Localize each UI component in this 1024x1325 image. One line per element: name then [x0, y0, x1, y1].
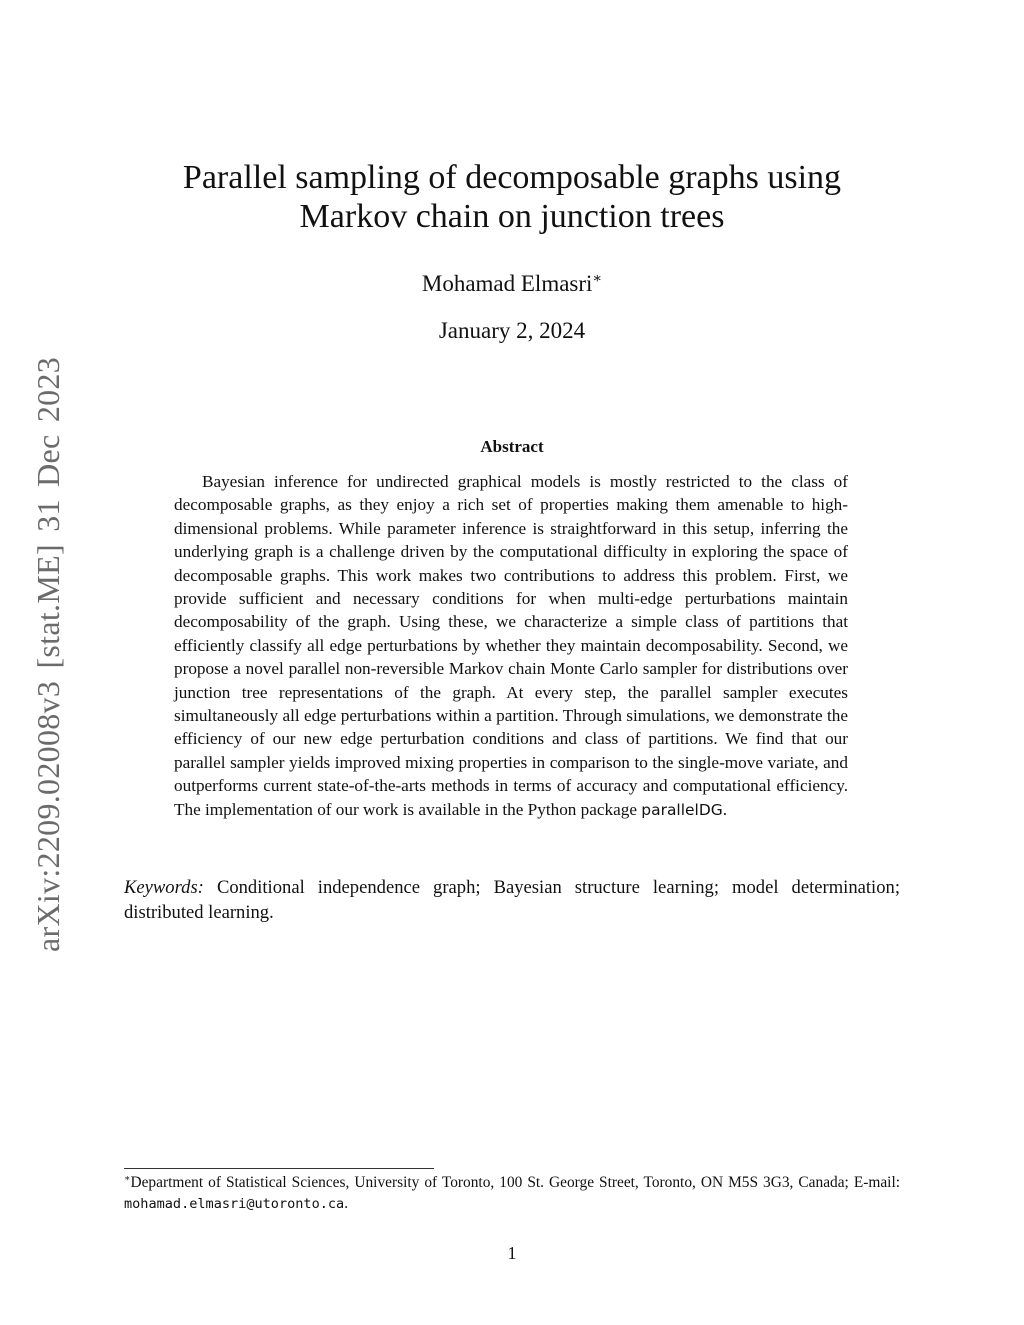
keywords-label: Keywords:: [124, 877, 204, 898]
author-name: Mohamad Elmasri: [421, 271, 593, 296]
arxiv-identifier-stamp: arXiv:2209.02008v3 [stat.ME] 31 Dec 2023: [30, 356, 66, 952]
package-name: parallelDG: [641, 800, 723, 819]
footnote-mark: ∗: [124, 1172, 131, 1184]
title-line-2: Markov chain on junction trees: [299, 198, 725, 235]
paper-title: [124, 158, 900, 236]
abstract-end-punctuation: .: [722, 799, 728, 819]
author-block: [124, 269, 900, 299]
author-footnote-mark: ∗: [592, 270, 603, 287]
footnote-end-punctuation: .: [344, 1195, 349, 1212]
abstract-heading: Abstract: [480, 437, 544, 456]
publication-date: January 2, 2024: [438, 318, 586, 343]
abstract-body-text: Bayesian inference for undirected graphical models is mostly restricted to the class of decomposable graphs, as they enjoy a rich set of properties making them amenable to high-dimensional problems. While parameter inference is straightforward in this setup, inferring the underlying graph is a challenge driven by the computational difficulty in exploring the space of decomposable graphs. This work makes two contributions to address this problem. First, we provide sufficient and necessary conditions for when multi-edge perturbations maintain decomposability of the graph. Using these, we characterize a simple class of partitions that efficiently classify all edge perturbations by whether they maintain decomposability. Second, we propose a novel parallel non-reversible Markov chain Monte Carlo sampler for distributions over junction tree representations of the graph. At every step, the parallel sampler executes simultaneously all edge perturbations within a partition. Through simulations, we demonstrate the efficiency of our new edge perturbation conditions and class of partitions. We find that our parallel sampler yields improved mixing properties in comparison to the single-move variate, and outperforms current state-of-the-arts methods in terms of accuracy and computational efficiency. The implementation of our work is available in the Python package: [174, 472, 848, 819]
author-email: mohamad.elmasri@utoronto.ca: [124, 1196, 345, 1212]
keywords-block: [124, 875, 900, 925]
title-line-1: Parallel sampling of decomposable graphs using: [182, 159, 842, 196]
footnote-divider: [124, 1168, 434, 1169]
affiliation-footnote: [124, 1172, 900, 1215]
keywords-text: Conditional independence graph; Bayesian structure learning; model determination; distributed learning.: [124, 877, 900, 923]
footnote-text: Department of Statistical Sciences, University of Toronto, 100 St. George Street, Toronto, ON M5S 3G3, Canada; E-mail:: [130, 1174, 900, 1191]
page-number: 1: [507, 1243, 517, 1263]
abstract-text: [174, 470, 848, 822]
